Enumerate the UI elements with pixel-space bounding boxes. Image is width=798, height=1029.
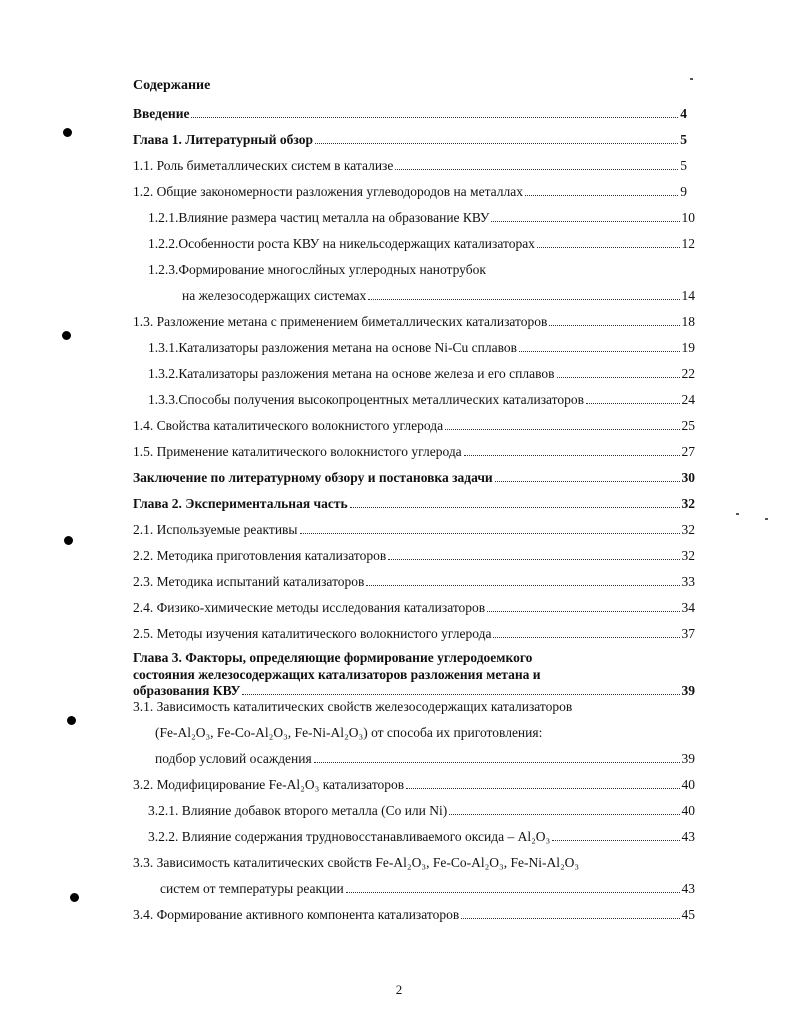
toc-entry-text: 1.2.1.Влияние размера частиц металла на образование КВУ	[148, 210, 490, 225]
toc-entry-page: 22	[681, 366, 695, 381]
toc-entry-text: 3.2. Модифицирование Fe-Al₂O₃ катализаторов	[133, 777, 405, 792]
toc-entry	[133, 157, 687, 175]
leader-dots	[366, 573, 679, 586]
toc-entry	[148, 209, 695, 227]
leader-dots	[315, 131, 678, 144]
toc-entry-text: 2.1. Используемые реактивы	[133, 522, 298, 537]
toc-entry	[182, 287, 695, 305]
toc-entry-text: Заключение по литературному обзору и постановка задачи	[133, 470, 493, 485]
leader-dots	[368, 287, 679, 300]
toc-entry-text: Глава 1. Литературный обзор	[133, 132, 313, 147]
leader-dots	[346, 880, 680, 893]
toc-entry	[148, 391, 695, 409]
toc-entry	[133, 105, 687, 123]
leader-dots	[464, 443, 680, 456]
toc-entry-page: 27	[681, 444, 695, 459]
toc-entry	[148, 828, 695, 846]
toc-entry-text: Введение	[133, 106, 190, 121]
leader-dots	[586, 391, 679, 404]
toc-entry-page: 45	[681, 907, 695, 922]
toc-entry	[133, 443, 695, 461]
toc-entry-text: 2.3. Методика испытаний катализаторов	[133, 574, 365, 589]
toc-entry-text: 2.2. Методика приготовления катализаторов	[133, 548, 387, 563]
leader-dots	[445, 417, 679, 430]
toc-entry-page: 40	[681, 803, 695, 818]
toc-entry-text: Глава 2. Экспериментальная часть	[133, 496, 348, 511]
toc-entry	[133, 573, 695, 591]
scan-speck	[765, 518, 768, 520]
toc-entry-page: 32	[681, 496, 695, 511]
toc-entry-text: 3.2.2. Влияние содержания трудновосстанавливаемого оксида – Al₂O₃	[148, 829, 551, 844]
toc-entry-page: 30	[681, 470, 695, 485]
toc-entry-text: 1.4. Свойства каталитического волокнистого углерода	[133, 418, 444, 433]
toc-entry-page: 43	[681, 881, 695, 896]
toc-entry-text: 2.4. Физико-химические методы исследования катализаторов	[133, 600, 486, 615]
page-number: 2	[395, 982, 403, 997]
leader-dots	[552, 828, 679, 841]
toc-entry-page: 5	[680, 158, 687, 173]
toc-entry-text: 1.2. Общие закономерности разложения углеводородов на металлах	[133, 184, 523, 199]
toc-entry-text: 1.2.3.Формирование многослйных углеродных нанотрубок	[148, 262, 486, 277]
toc-entry	[155, 750, 695, 768]
toc-entry-text: (Fe-Al₂O₃, Fe-Co-Al₂O₃, Fe-Ni-Al₂O₃) от способа их приготовления:	[155, 725, 543, 740]
leader-dots	[491, 209, 679, 222]
leader-dots	[493, 625, 679, 638]
leader-dots	[314, 750, 680, 763]
toc-entry	[133, 625, 695, 643]
toc-entry	[133, 599, 695, 617]
toc-entry-text: 1.3.1.Катализаторы разложения метана на основе Ni-Cu сплавов	[148, 340, 517, 355]
toc-entry-text: 3.2.1. Влияние добавок второго металла (Co или Ni)	[148, 803, 448, 818]
punch-hole	[70, 893, 79, 902]
scan-speck	[736, 513, 739, 515]
leader-dots	[449, 802, 679, 815]
toc-entry-page: 18	[681, 314, 695, 329]
leader-dots	[395, 157, 678, 170]
toc-entry-text: 3.1. Зависимость каталитических свойств железосодержащих катализаторов	[133, 699, 573, 714]
toc-entry-text: 1.3. Разложение метана с применением биметаллических катализаторов	[133, 314, 548, 329]
toc-entry-text: образования КВУ	[133, 683, 241, 698]
toc-entry-page: 14	[681, 288, 695, 303]
scan-speck	[690, 78, 693, 80]
toc-entry-text: 1.2.2.Особенности роста КВУ на никельсодержащих катализаторах	[148, 236, 535, 251]
toc-entry-page: 12	[681, 236, 695, 251]
toc-entry	[148, 802, 695, 820]
toc-entry-page: 39	[681, 683, 695, 698]
toc-entry-text: Глава 3. Факторы, определяющие формирование углеродоемкого	[133, 650, 533, 665]
leader-dots	[388, 547, 679, 560]
toc-entry-text: 1.5. Применение каталитического волокнистого углерода	[133, 444, 462, 459]
toc-entry-page: 34	[681, 600, 695, 615]
toc-entry-page: 19	[681, 340, 695, 355]
toc-entry-page: 32	[681, 522, 695, 537]
toc-entry-page: 10	[681, 210, 695, 225]
toc-entry-page: 4	[680, 106, 687, 121]
leader-dots	[525, 183, 678, 196]
leader-dots	[300, 521, 680, 534]
toc-entry-text: подбор условий осаждения	[155, 751, 312, 766]
punch-hole	[62, 331, 71, 340]
toc-entry-page: 37	[681, 626, 695, 641]
toc-entry	[133, 313, 695, 331]
toc-entry-page: 40	[681, 777, 695, 792]
leader-dots	[519, 339, 680, 352]
leader-dots	[461, 906, 679, 919]
toc-entry-text: состояния железосодержащих катализаторов разложения метана и	[133, 667, 541, 682]
toc-entry-text: систем от температуры реакции	[160, 881, 344, 896]
leader-dots	[191, 105, 678, 118]
toc-entry-page: 25	[681, 418, 695, 433]
toc-entry-text: на железосодержащих системах	[182, 288, 367, 303]
toc-entry	[133, 547, 695, 565]
toc-entry-text: 1.1. Роль биметаллических систем в катализе	[133, 158, 394, 173]
leader-dots	[557, 365, 680, 378]
leader-dots	[549, 313, 679, 326]
toc-entry-page: 39	[681, 751, 695, 766]
toc-entry	[160, 880, 695, 898]
toc-entry-page: 33	[681, 574, 695, 589]
leader-dots	[487, 599, 679, 612]
toc-entry	[133, 495, 695, 513]
toc-entry	[148, 235, 695, 253]
punch-hole	[67, 716, 76, 725]
toc-entry	[133, 417, 695, 435]
toc-entry	[133, 776, 695, 794]
leader-dots	[406, 776, 679, 789]
toc-entry	[148, 339, 695, 357]
toc-entry-page: 9	[680, 184, 687, 199]
toc-entry-page: 24	[681, 392, 695, 407]
toc-entry	[133, 183, 687, 201]
leader-dots	[537, 235, 680, 248]
leader-dots	[495, 469, 680, 482]
toc-entry	[133, 906, 695, 924]
toc-entry-text: 1.3.3.Способы получения высокопроцентных металлических катализаторов	[148, 392, 585, 407]
toc-entry	[148, 365, 695, 383]
toc-entry-text: 1.3.2.Катализаторы разложения метана на основе железа и его сплавов	[148, 366, 555, 381]
leader-dots	[242, 682, 679, 695]
toc-entry-page: 5	[680, 132, 687, 147]
toc-entry	[133, 131, 687, 149]
toc-title: Содержание	[133, 78, 211, 93]
toc-entry-text: 3.3. Зависимость каталитических свойств Fe-Al₂O₃, Fe-Co-Al₂O₃, Fe-Ni-Al₂O₃	[133, 855, 580, 870]
toc-entry-text: 2.5. Методы изучения каталитического волокнистого углерода	[133, 626, 492, 641]
toc-entry-page: 32	[681, 548, 695, 563]
punch-hole	[64, 536, 73, 545]
toc-entry	[133, 521, 695, 539]
toc-entry	[133, 469, 695, 487]
toc-entry-page: 43	[681, 829, 695, 844]
toc-entry-text: 3.4. Формирование активного компонента катализаторов	[133, 907, 460, 922]
punch-hole	[63, 128, 72, 137]
leader-dots	[350, 495, 680, 508]
